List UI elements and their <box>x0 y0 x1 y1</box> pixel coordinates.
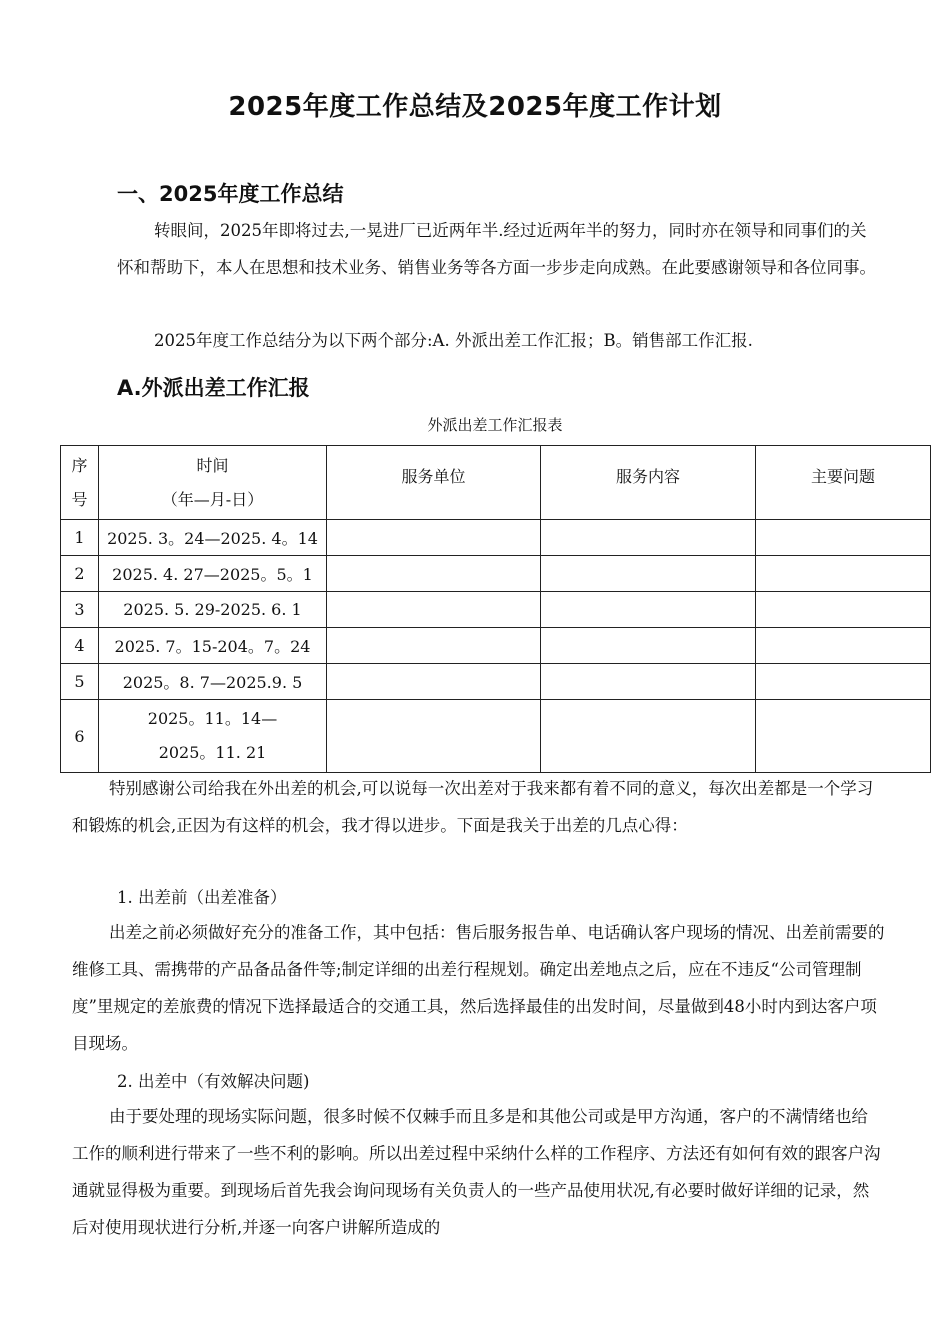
cell-content <box>541 664 756 700</box>
cell-time: 2025. 7。15-204。7。24 <box>99 628 327 664</box>
cell-no: 2 <box>61 556 99 592</box>
cell-issues <box>756 628 931 664</box>
cell-unit <box>327 556 541 592</box>
before-trip-paragraph: 出差之前必须做好充分的准备工作，其中包括：售后服务报告单、电话确认客户现场的情况、出差前需要的维修工具、需携带的产品备品备件等;制定详细的出差行程规划。确定出差地点之后，应在不违反“公司管理制度”里规定的差旅费的情况下选择最适合的交通工具，然后选择最佳的出发时间，尽量做到48小时内到达客户项目现场。 <box>72 923 885 1053</box>
cell-time: 2025。8. 7—2025.9. 5 <box>99 664 327 700</box>
cell-time: 2025. 3。24—2025. 4。14 <box>99 520 327 556</box>
business-trip-table <box>60 445 931 773</box>
table-row <box>61 592 931 628</box>
cell-issues <box>756 520 931 556</box>
cell-content <box>541 700 756 773</box>
cell-no: 4 <box>61 628 99 664</box>
table-row <box>61 520 931 556</box>
subsection-heading-a: A.外派出差工作汇报 <box>117 376 310 400</box>
intro-paragraph: 转眼间，2025年即将过去,一晃进厂已近两年半.经过近两年半的努力，同时亦在领导和同事们的关怀和帮助下，本人在思想和技术业务、销售业务等各方面一步步走向成熟。在此要感谢领导和各位同事。 <box>117 221 876 277</box>
cell-issues <box>756 592 931 628</box>
table-row <box>61 556 931 592</box>
cell-no: 5 <box>61 664 99 700</box>
header-time: 时间 （年—月-日） <box>99 446 327 520</box>
document-title: 2025年度工作总结及2025年度工作计划 <box>228 92 722 122</box>
section-heading-summary: 一、2025年度工作总结 <box>117 182 344 206</box>
cell-content <box>541 520 756 556</box>
summary-parts-paragraph: 2025年度工作总结分为以下两个部分:A. 外派出差工作汇报；B。销售部工作汇报. <box>154 331 753 350</box>
header-main-issues: 主要问题 <box>756 446 931 520</box>
cell-unit <box>327 520 541 556</box>
cell-unit <box>327 664 541 700</box>
cell-issues <box>756 556 931 592</box>
thanks-paragraph: 特别感谢公司给我在外出差的机会,可以说每一次出差对于我来都有着不同的意义，每次出差都是一个学习和锻炼的机会,正因为有这样的机会，我才得以进步。下面是我关于出差的几点心得： <box>72 779 874 835</box>
cell-issues <box>756 664 931 700</box>
table-row <box>61 700 931 773</box>
cell-unit <box>327 592 541 628</box>
table-row <box>61 628 931 664</box>
during-trip-paragraph: 由于要处理的现场实际问题，很多时候不仅棘手而且多是和其他公司或是甲方沟通，客户的不满情绪也给工作的顺利进行带来了一些不利的影响。所以出差过程中采纳什么样的工作程序、方法还有如何有效的跟客户沟通就显得极为重要。到现场后首先我会询问现场有关负责人的一些产品使用状况,有必要时做好详细的记录，然后对使用现状进行分析,并逐一向客户讲解所造成的 <box>72 1107 881 1237</box>
cell-no: 1 <box>61 520 99 556</box>
header-service-content: 服务内容 <box>541 446 756 520</box>
list-item-during-trip: 2. 出差中（有效解决问题) <box>117 1072 310 1091</box>
cell-content <box>541 592 756 628</box>
table-row <box>61 664 931 700</box>
header-no: 序 号 <box>61 446 99 520</box>
cell-issues <box>756 700 931 773</box>
cell-content <box>541 628 756 664</box>
cell-time: 2025. 5. 29-2025. 6. 1 <box>99 592 327 628</box>
cell-no: 6 <box>61 700 99 773</box>
cell-no: 3 <box>61 592 99 628</box>
cell-content <box>541 556 756 592</box>
cell-unit <box>327 628 541 664</box>
table-header-row <box>61 446 931 520</box>
cell-time: 2025. 4. 27—2025。5。1 <box>99 556 327 592</box>
cell-time: 2025。11。14— 2025。11. 21 <box>99 700 327 773</box>
header-service-unit: 服务单位 <box>327 446 541 520</box>
table-caption: 外派出差工作汇报表 <box>427 416 563 434</box>
list-item-before-trip: 1. 出差前（出差准备） <box>117 888 287 907</box>
cell-unit <box>327 700 541 773</box>
